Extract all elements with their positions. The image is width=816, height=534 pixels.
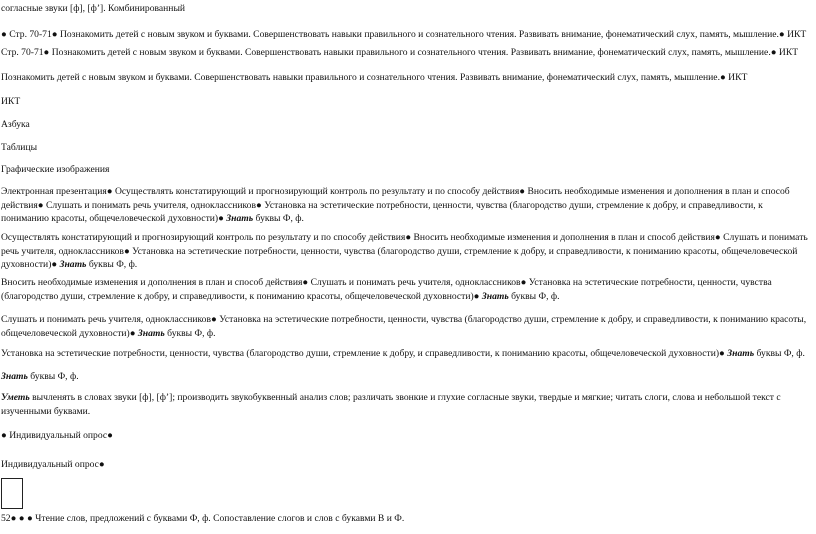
outcomes-paragraph-1: Электронная презентация● Осуществлять констатирующий и прогнозирующий контроль по результату и по способу действия● Вносить необходимые изменения и дополнения в план и способ действия● Слушать и понимать речь учителя, одноклассников● Установка на эстетические потребности, ценности, чувства (благородство души, стремление к добру, и справедливости, к пониманию красоты, общечеловеческой духовности)● Знать буквы Ф, ф. xyxy=(1,186,790,225)
lesson-topic-line: согласные звуки [ф], [ф’]. Комбинированный xyxy=(1,3,186,14)
outcomes-skills-paragraph: Уметь вычленять в словах звуки [ф], [ф’]; производить звукобуквенный анализ слов; различать звонкие и глухие согласные звуки, твердые и мягкие; читать слоги, слова и небольшой текст с изученными буквами. xyxy=(1,392,781,417)
outcomes-paragraph-3: Вносить необходимые изменения и дополнения в план и способ действия● Слушать и понимать речь учителя, одноклассников● Установка на эстетические потребности, ценности, чувства (благородство души, стремление к добру, и справедливости, к пониманию красоты, общечеловеческой духовности)● Знать буквы Ф, ф. xyxy=(1,277,772,302)
resource-graphics: Графические изображения xyxy=(1,164,110,175)
lesson-goal-line-1: ● Стр. 70-71● Познакомить детей с новым звуком и буквами. Совершенствовать навыки правильного и сознательного чтения. Развивать внимание, фонематический слух, память, мышление.● ИКТ xyxy=(1,29,807,40)
assessment-line-2: Индивидуальный опрос● xyxy=(1,459,105,470)
resource-azbuka: Азбука xyxy=(1,119,30,130)
outcomes-know-line: Знать буквы Ф, ф. xyxy=(1,371,79,382)
next-lesson-row: 52● ● ● Чтение слов, предложений с буквами Ф, ф. Сопоставление слогов и слов с букавми В и Ф. xyxy=(1,513,405,524)
assessment-line-1: ● Индивидуальный опрос● xyxy=(1,430,113,441)
outcomes-paragraph-2: Осуществлять констатирующий и прогнозирующий контроль по результату и по способу действия● Вносить необходимые изменения и дополнения в план и способ действия● Слушать и понимать речь учителя, одноклассников● Установка на эстетические потребности, ценности, чувства (благородство души, стремление к добру, и справедливости, к пониманию красоты, общечеловеческой духовности)● Знать буквы Ф, ф. xyxy=(1,232,808,271)
resource-tables: Таблицы xyxy=(1,142,38,153)
outcomes-paragraph-4: Слушать и понимать речь учителя, одноклассников● Установка на эстетические потребности, ценности, чувства (благородство души, стремление к добру, и справедливости, к пониманию красоты, общечеловеческой духовности)● Знать буквы Ф, ф. xyxy=(1,314,807,339)
lesson-goal-line-2: Стр. 70-71● Познакомить детей с новым звуком и буквами. Совершенствовать навыки правильного и сознательного чтения. Развивать внимание, фонематический слух, память, мышление.● ИКТ xyxy=(1,47,799,58)
resource-ikt: ИКТ xyxy=(1,96,21,107)
outcomes-paragraph-5: Установка на эстетические потребности, ценности, чувства (благородство души, стремление к добру, и справедливости, к пониманию красоты, общечеловеческой духовности)● Знать буквы Ф, ф. xyxy=(1,348,805,359)
empty-table-cell xyxy=(1,478,23,509)
lesson-goal-line-3: Познакомить детей с новым звуком и буквами. Совершенствовать навыки правильного и сознательного чтения. Развивать внимание, фонематический слух, память, мышление.● ИКТ xyxy=(1,72,748,83)
